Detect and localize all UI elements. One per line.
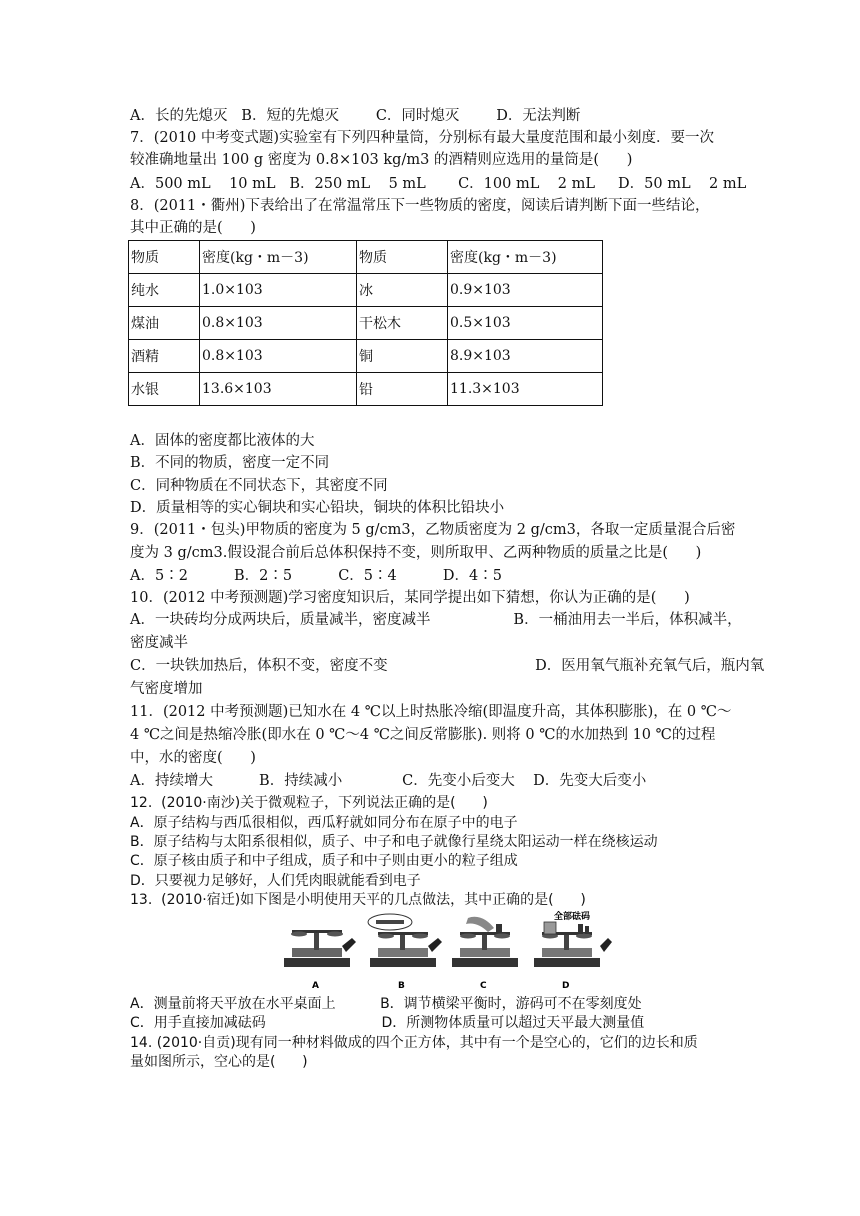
table-cell: 纯水 xyxy=(129,274,200,307)
q13-options-cd: C．用手直接加减砝码 D．所测物体质量可以超过天平最大测量值 xyxy=(130,1015,645,1031)
q12-option-d: D．只要视力足够好，人们凭肉眼就能看到电子 xyxy=(130,873,421,889)
q14-stem-2: 量如图所示，空心的是( ) xyxy=(130,1054,308,1070)
table-cell: 铅 xyxy=(357,373,448,406)
table-header-row xyxy=(129,241,603,274)
table-cell: 0.8×103 xyxy=(200,340,357,373)
q7-stem-1: 7．(2010 中考变式题)实验室有下列四种量筒，分别标有最大量度范围和最小刻度．要一次 xyxy=(130,130,715,146)
q11-stem-3: 中，水的密度( ) xyxy=(130,750,256,766)
table-header-cell: 密度(kg・m－3) xyxy=(200,241,357,274)
table-header-cell: 物质 xyxy=(129,241,200,274)
figure-label: B xyxy=(398,981,405,991)
q7-stem-2: 较准确地量出 100 g 密度为 0.8×103 kg/m3 的酒精则应选用的量筒是( ) xyxy=(130,152,633,168)
q11-options: A．持续增大 B．持续减小 C．先变小后变大 D．先变大后变小 xyxy=(130,773,647,789)
balance-illustration-b xyxy=(368,914,442,991)
table-cell: 1.0×103 xyxy=(200,274,357,307)
q7-options: A．500 mL 10 mL B．250 mL 5 mL C．100 mL 2 mL D．50 mL 2 mL xyxy=(130,176,747,192)
q8-option-d: D．质量相等的实心铜块和实心铅块，铜块的体积比铅块小 xyxy=(130,500,505,516)
figure-label: D xyxy=(562,981,570,991)
table-cell: 0.8×103 xyxy=(200,307,357,340)
balance-illustration-d xyxy=(534,910,612,991)
q10-option-ab: A．一块砖均分成两块后，质量减半，密度减半 B．一桶油用去一半后，体积减半， xyxy=(130,612,742,628)
table-cell: 8.9×103 xyxy=(448,340,603,373)
q10-stem: 10．(2012 中考预测题)学习密度知识后，某同学提出如下猜想，你认为正确的是( ) xyxy=(130,590,690,606)
q12-option-c: C．原子核由质子和中子组成，质子和中子则由更小的粒子组成 xyxy=(130,853,518,869)
q13-options-ab: A．测量前将天平放在水平桌面上 B．调节横梁平衡时，游码可不在零刻度处 xyxy=(130,996,642,1012)
table-row xyxy=(129,340,603,373)
q6-options: A．长的先熄灭 B．短的先熄灭 C．同时熄灭 D．无法判断 xyxy=(130,108,581,124)
table-cell: 0.5×103 xyxy=(448,307,603,340)
table-cell: 13.6×103 xyxy=(200,373,357,406)
table-cell: 冰 xyxy=(357,274,448,307)
q12-stem: 12. (2010·南沙)关于微观粒子，下列说法正确的是( ) xyxy=(130,795,488,811)
figure-label: C xyxy=(480,981,487,991)
q12-option-b: B．原子结构与太阳系很相似，质子、中子和电子就像行星绕太阳运动一样在绕核运动 xyxy=(130,834,658,850)
q8-stem-1: 8．(2011・衢州)下表给出了在常温常压下一些物质的密度，阅读后请判断下面一些结论， xyxy=(130,198,710,214)
table-cell: 11.3×103 xyxy=(448,373,603,406)
table-cell: 水银 xyxy=(129,373,200,406)
q8-stem-2: 其中正确的是( ) xyxy=(130,220,256,236)
q13-stem: 13. (2010·宿迁)如下图是小明使用天平的几点做法，其中正确的是( ) xyxy=(130,892,586,908)
q10-option-cd-cont: 气密度增加 xyxy=(130,681,203,697)
q11-stem-2: 4 ℃之间是热缩冷胀(即水在 0 ℃～4 ℃之间反常膨胀). 则将 0 ℃的水加热到 10 ℃的过程 xyxy=(130,727,716,743)
density-table xyxy=(128,240,603,406)
q8-option-b: B．不同的物质，密度一定不同 xyxy=(130,455,330,471)
table-cell: 铜 xyxy=(357,340,448,373)
q10-option-cd: C．一块铁加热后，体积不变，密度不变 D．医用氧气瓶补充氧气后，瓶内氧 xyxy=(130,658,765,674)
table-cell: 煤油 xyxy=(129,307,200,340)
all-weights-caption: 全部砝码 xyxy=(554,912,591,922)
table-header-cell: 物质 xyxy=(357,241,448,274)
q8-option-a: A．固体的密度都比液体的大 xyxy=(130,433,315,449)
table-header-cell: 密度(kg・m－3) xyxy=(448,241,603,274)
table-cell: 酒精 xyxy=(129,340,200,373)
table-row xyxy=(129,274,603,307)
q14-stem-1: 14. (2010·自贡)现有同一种材料做成的四个正方体，其中有一个是空心的，它们的边长和质 xyxy=(130,1035,698,1051)
table-row xyxy=(129,373,603,406)
q8-option-c: C．同种物质在不同状态下，其密度不同 xyxy=(130,478,388,494)
balance-usage-figure xyxy=(282,910,612,992)
q9-stem-2: 度为 3 g/cm3.假设混合前后总体积保持不变，则所取甲、乙两种物质的质量之比是( ) xyxy=(130,545,702,561)
q9-options: A．5∶2 B．2∶5 C．5∶4 D．4∶5 xyxy=(130,568,502,584)
figure-label: A xyxy=(312,981,319,991)
table-cell: 0.9×103 xyxy=(448,274,603,307)
q12-option-a: A．原子结构与西瓜很相似，西瓜籽就如同分布在原子中的电子 xyxy=(130,815,518,831)
q10-option-ab-cont: 密度减半 xyxy=(130,635,188,651)
q9-stem-1: 9．(2011・包头)甲物质的密度为 5 g/cm3，乙物质密度为 2 g/cm3，各取一定质量混合后密 xyxy=(130,522,736,538)
balance-illustration-c xyxy=(452,917,518,991)
table-cell: 干松木 xyxy=(357,307,448,340)
balance-illustration-a xyxy=(284,930,356,991)
table-row xyxy=(129,307,603,340)
q11-stem-1: 11．(2012 中考预测题)已知水在 4 ℃以上时热胀冷缩(即温度升高，其体积膨胀)，在 0 ℃～ xyxy=(130,704,732,720)
